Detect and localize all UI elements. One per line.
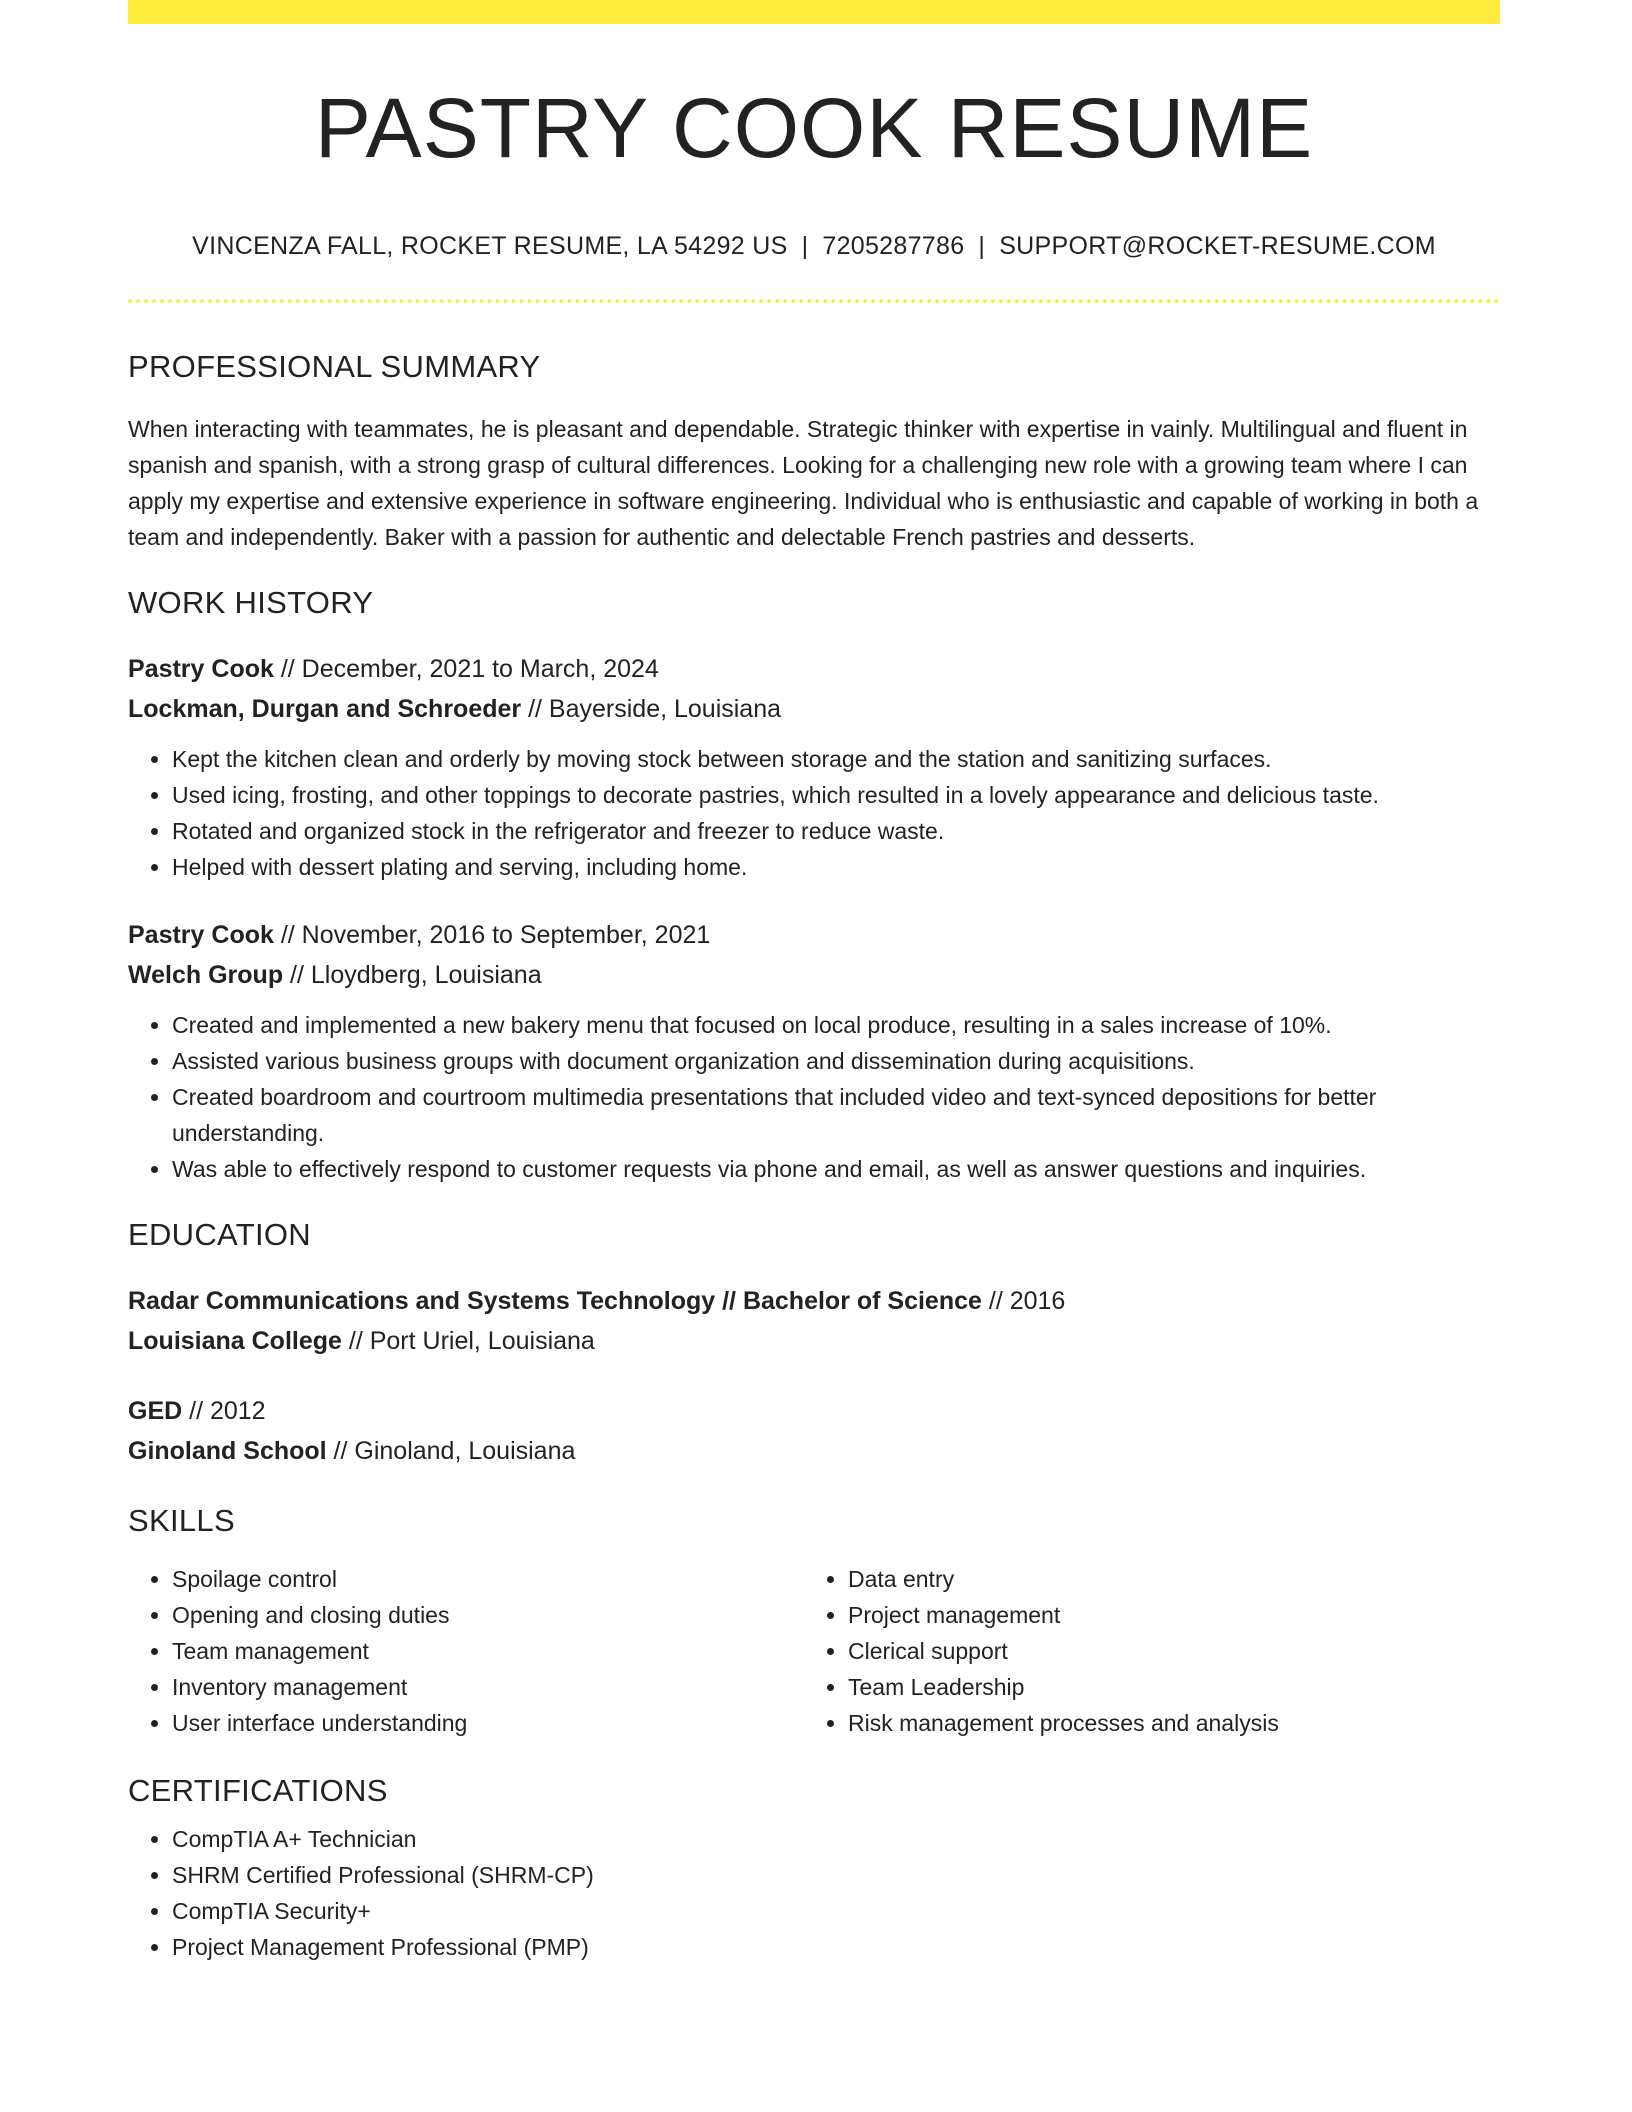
list-item: • Team Leadership <box>848 1669 1480 1705</box>
degree-year: // 2016 <box>981 1287 1066 1316</box>
job-title-line <box>128 649 1500 689</box>
school-location: // Ginoland, Louisiana <box>326 1437 576 1466</box>
school-location: // Port Uriel, Louisiana <box>341 1327 595 1356</box>
list-item: • Project management <box>848 1597 1480 1633</box>
job-dates: // December, 2021 to March, 2024 <box>273 655 659 684</box>
skills-list-left <box>128 1561 804 1741</box>
job-entry <box>128 915 1500 1187</box>
list-item: • Risk management processes and analysis <box>848 1705 1480 1741</box>
summary-heading: PROFESSIONAL SUMMARY <box>128 349 541 385</box>
list-item: • Created and implemented a new bakery menu that focused on local produce, resulting in a sales increase of 10%. <box>172 1007 1500 1043</box>
job-location: // Lloydberg, Louisiana <box>283 961 542 990</box>
job-bullets <box>128 741 1500 885</box>
list-item: • SHRM Certified Professional (SHRM-CP) <box>172 1857 1500 1893</box>
school-line <box>128 1431 1500 1471</box>
degree: Radar Communications and Systems Technology // Bachelor of Science <box>128 1287 982 1316</box>
job-location: // Bayerside, Louisiana <box>521 695 782 724</box>
school: Louisiana College <box>128 1327 342 1356</box>
skills-grid <box>128 1561 1500 1741</box>
list-item: • CompTIA Security+ <box>172 1893 1500 1929</box>
list-item: • Created boardroom and courtroom multimedia presentations that included video and text-synced depositions for better understanding. <box>172 1079 1500 1151</box>
list-item: • Data entry <box>848 1561 1480 1597</box>
list-item: • Helped with dessert plating and serving, including home. <box>172 849 1500 885</box>
degree-line <box>128 1391 1500 1431</box>
list-item: • Used icing, frosting, and other toppings to decorate pastries, which resulted in a lovely appearance and delicious taste. <box>172 777 1500 813</box>
job-title-line <box>128 915 1500 955</box>
job-title: Pastry Cook <box>128 921 274 950</box>
list-item: • CompTIA A+ Technician <box>172 1821 1500 1857</box>
page-title: PASTRY COOK RESUME <box>314 81 1314 175</box>
job-company-line <box>128 955 1500 995</box>
list-item: • Was able to effectively respond to customer requests via phone and email, as well as answer questions and inquiries. <box>172 1151 1500 1187</box>
summary-text: When interacting with teammates, he is pleasant and dependable. Strategic thinker with expertise in vainly. Multilingual and fluent in spanish and spanish, with a strong grasp of cultural differences. Looking for a challenging new role with a growing team where I can apply my expertise and extensive experience in software engineering. Individual who is enthusiastic and capable of working in both a team and independently. Baker with a passion for authentic and delectable French pastries and desserts. <box>128 416 1479 551</box>
degree-line <box>128 1281 1500 1321</box>
list-item: • Team management <box>172 1633 804 1669</box>
education-heading: EDUCATION <box>128 1217 311 1253</box>
education-entry <box>128 1281 1500 1361</box>
job-company: Lockman, Durgan and Schroeder <box>128 695 522 724</box>
contact-separator: | <box>978 232 986 261</box>
contact-line <box>128 232 1500 261</box>
education-entry <box>128 1391 1500 1471</box>
degree-year: // 2012 <box>182 1397 266 1426</box>
list-item: • Kept the kitchen clean and orderly by moving stock between storage and the station and sanitizing surfaces. <box>172 741 1500 777</box>
list-item: • User interface understanding <box>172 1705 804 1741</box>
skills-list-right <box>804 1561 1480 1741</box>
contact-email: SUPPORT@ROCKET-RESUME.COM <box>999 232 1436 261</box>
list-item: • Inventory management <box>172 1669 804 1705</box>
resume-page <box>128 0 1500 1965</box>
job-company-line <box>128 689 1500 729</box>
certifications-list <box>128 1821 1500 1965</box>
skills-heading: SKILLS <box>128 1503 235 1539</box>
job-bullets <box>128 1007 1500 1187</box>
school-line <box>128 1321 1500 1361</box>
list-item: • Project Management Professional (PMP) <box>172 1929 1500 1965</box>
list-item: • Opening and closing duties <box>172 1597 804 1633</box>
school: Ginoland School <box>128 1437 327 1466</box>
job-company: Welch Group <box>128 961 284 990</box>
header-divider <box>128 299 1500 303</box>
degree: GED <box>128 1397 183 1426</box>
list-item: • Assisted various business groups with document organization and dissemination during acquisitions. <box>172 1043 1500 1079</box>
contact-separator: | <box>801 232 809 261</box>
job-dates: // November, 2016 to September, 2021 <box>273 921 711 950</box>
certifications-heading: CERTIFICATIONS <box>128 1773 388 1809</box>
work-history-heading: WORK HISTORY <box>128 585 374 621</box>
list-item: • Spoilage control <box>172 1561 804 1597</box>
job-entry <box>128 649 1500 885</box>
list-item: • Rotated and organized stock in the refrigerator and freezer to reduce waste. <box>172 813 1500 849</box>
job-title: Pastry Cook <box>128 655 274 684</box>
contact-address: VINCENZA FALL, ROCKET RESUME, LA 54292 US <box>192 232 788 261</box>
top-accent-bar <box>128 0 1500 24</box>
list-item: • Clerical support <box>848 1633 1480 1669</box>
contact-phone: 7205287786 <box>822 232 965 261</box>
